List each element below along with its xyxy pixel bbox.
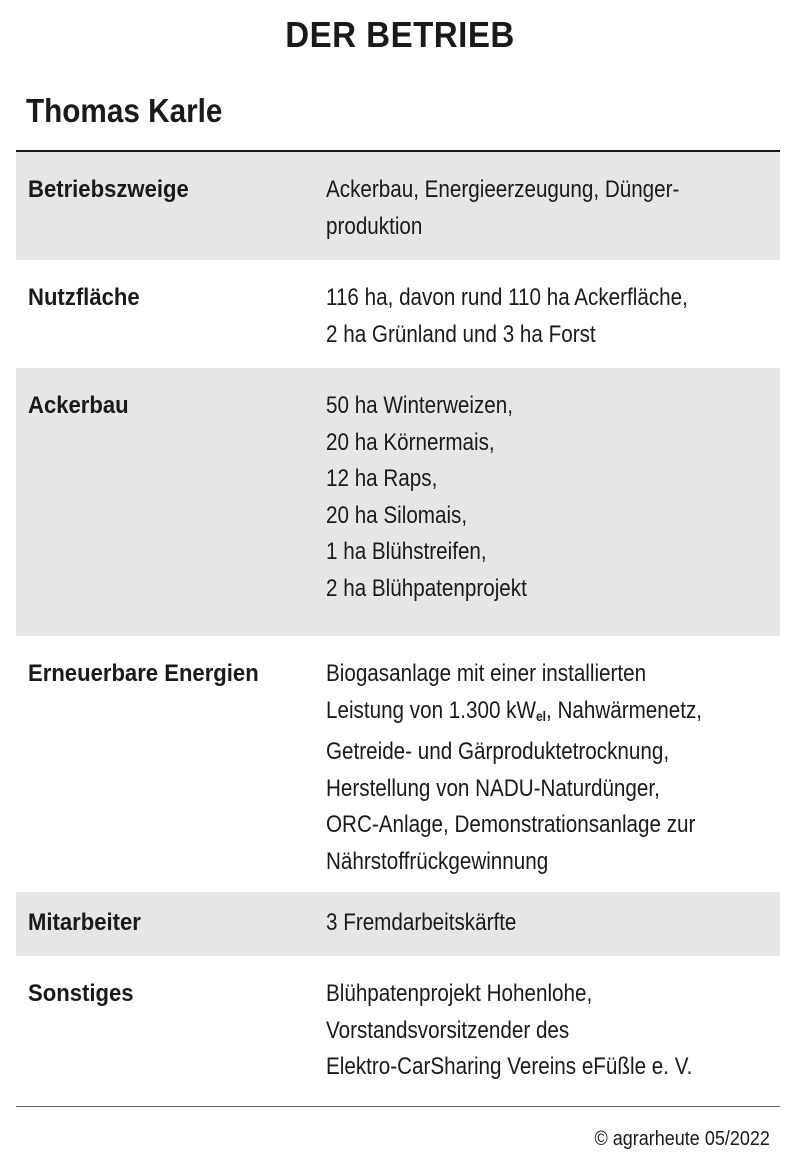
row-label: Mitarbeiter bbox=[28, 909, 141, 936]
row-label: Sonstiges bbox=[28, 980, 134, 1007]
row-label: Nutzfläche bbox=[28, 284, 140, 311]
farm-owner-name: Thomas Karle bbox=[26, 92, 223, 129]
page-title: DER BETRIEB bbox=[285, 14, 515, 55]
row-value: Biogasanlage mit einer installierten Leistung von 1.300 $kW_{el}$, Nahwärmenetz, Getreide- und Gärproduktetrocknung, Herstellung von NADU-Naturdünger, ORC-Anlage, Demonstrationsanlage zur Nährstoffrückgewinnung bbox=[326, 660, 703, 875]
row-value: 116 ha, davon rund 110 ha Ackerfläche, 2 ha Grünland und 3 ha Forst bbox=[326, 284, 688, 348]
row-value: Blühpatenprojekt Hohenlohe, Vorstandsvorsitzender des Elektro-CarSharing Vereins eFüßle e. V. bbox=[326, 980, 693, 1080]
info-table bbox=[16, 152, 780, 1102]
table-row bbox=[16, 636, 780, 892]
table-row bbox=[16, 892, 780, 956]
bottom-divider bbox=[16, 1106, 780, 1107]
table-row bbox=[16, 956, 780, 1102]
copyright-credit: © agrarheute 05/2022 bbox=[594, 1128, 770, 1150]
row-value: 3 Fremdarbeitskärfte bbox=[326, 909, 517, 936]
table-row bbox=[16, 260, 780, 368]
row-label: Erneuerbare Energien bbox=[28, 660, 259, 687]
table-row bbox=[16, 368, 780, 636]
row-value: 50 ha Winterweizen, 20 ha Körnermais, 12 ha Raps, 20 ha Silomais, 1 ha Blühstreifen, 2 ha Blühpatenprojekt bbox=[326, 392, 527, 602]
row-label: Betriebszweige bbox=[28, 176, 189, 203]
table-row bbox=[16, 152, 780, 260]
row-value: Ackerbau, Energieerzeugung, Dünger- produktion bbox=[326, 176, 680, 240]
row-label: Ackerbau bbox=[28, 392, 129, 419]
